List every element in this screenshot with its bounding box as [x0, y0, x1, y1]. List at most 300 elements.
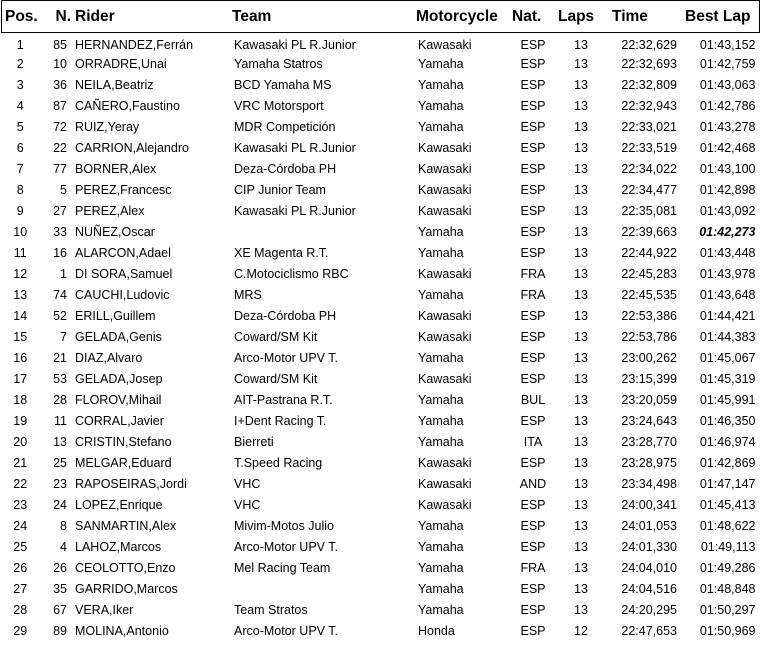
cell-pos: 17	[13, 372, 28, 386]
cell-best-lap: 01:42,898	[699, 183, 756, 197]
table-row	[2, 558, 760, 579]
cell-time: 22:32,809	[621, 78, 677, 92]
cell-team: Arco-Motor UPV T.	[234, 540, 338, 554]
cell-team: VRC Motorsport	[234, 99, 324, 113]
cell-number: 87	[53, 99, 67, 113]
cell-rider: RAPOSEIRAS,Jordi	[75, 477, 187, 491]
cell-motorcycle: Yamaha	[418, 246, 464, 260]
cell-best-lap: 01:42,759	[699, 57, 756, 71]
cell-nationality: ESP	[520, 38, 546, 53]
table-row	[2, 579, 760, 600]
cell-laps: 13	[574, 330, 588, 344]
table-row	[2, 96, 760, 117]
cell-laps: 13	[574, 267, 588, 281]
cell-nationality: ESP	[520, 414, 546, 428]
cell-nationality: ESP	[520, 309, 546, 323]
cell-team: VHC	[234, 498, 261, 512]
cell-nationality: FRA	[520, 561, 546, 575]
cell-rider: CARRION,Alejandro	[75, 141, 189, 155]
cell-rider: CAUCHI,Ludovic	[75, 288, 170, 302]
cell-time: 22:32,943	[621, 99, 677, 113]
cell-number: 89	[53, 624, 67, 638]
cell-time: 23:24,643	[621, 414, 677, 428]
cell-laps: 13	[574, 78, 588, 92]
cell-time: 22:33,519	[621, 141, 677, 155]
cell-team: I+Dent Racing T.	[234, 414, 327, 428]
cell-motorcycle: Yamaha	[418, 582, 464, 596]
table-row	[2, 327, 760, 348]
cell-number: 25	[53, 456, 67, 470]
cell-rider: ERILL,Guillem	[75, 309, 156, 323]
cell-best-lap: 01:45,991	[699, 393, 756, 407]
cell-nationality: ESP	[520, 162, 546, 176]
cell-nationality: ESP	[520, 624, 546, 638]
cell-rider: CORRAL,Javier	[75, 414, 164, 428]
cell-team: Kawasaki PL R.Junior	[234, 141, 356, 155]
cell-number: 22	[53, 141, 67, 155]
cell-time: 24:01,053	[621, 519, 677, 533]
cell-motorcycle: Honda	[418, 624, 455, 638]
results-table-body	[2, 33, 760, 642]
header-time: Time	[610, 1, 679, 33]
cell-time: 22:53,386	[621, 309, 677, 323]
cell-rider: ALARCON,Adael	[75, 246, 171, 260]
cell-motorcycle: Kawasaki	[418, 372, 472, 386]
cell-nationality: ESP	[520, 456, 546, 470]
cell-best-lap: 01:44,383	[699, 330, 756, 344]
cell-rider: LOPEZ,Enrique	[75, 498, 163, 512]
cell-team: Coward/SM Kit	[234, 372, 318, 386]
header-rider: Rider	[75, 1, 232, 33]
header-number: N.	[43, 1, 75, 33]
cell-team: VHC	[234, 477, 261, 491]
table-row	[2, 285, 760, 306]
cell-nationality: ESP	[520, 351, 546, 365]
cell-laps: 13	[574, 561, 588, 575]
table-row	[2, 75, 760, 96]
cell-motorcycle: Yamaha	[418, 57, 464, 71]
cell-number: 74	[53, 288, 67, 302]
table-row	[2, 222, 760, 243]
cell-rider: NEILA,Beatriz	[75, 78, 154, 92]
cell-rider: PEREZ,Alex	[75, 204, 145, 218]
cell-pos: 1	[16, 38, 24, 53]
cell-motorcycle: Kawasaki	[418, 141, 472, 155]
table-row	[2, 138, 760, 159]
table-row	[2, 348, 760, 369]
cell-rider: DI SORA,Samuel	[75, 267, 173, 281]
cell-best-lap: 01:45,413	[699, 498, 756, 512]
cell-motorcycle: Kawasaki	[418, 498, 472, 512]
cell-number: 52	[53, 309, 67, 323]
cell-motorcycle: Yamaha	[418, 603, 464, 617]
cell-time: 23:34,498	[621, 477, 677, 491]
header-best-lap: Best Lap	[679, 1, 760, 33]
cell-number: 85	[53, 38, 67, 53]
cell-best-lap: 01:43,100	[699, 162, 756, 176]
cell-rider: FLOROV,Mihail	[75, 393, 162, 407]
cell-best-lap: 01:44,421	[699, 309, 756, 323]
cell-pos: 4	[16, 99, 24, 113]
cell-pos: 26	[13, 561, 28, 575]
cell-laps: 13	[574, 456, 588, 470]
cell-laps: 13	[574, 477, 588, 491]
cell-number: 72	[53, 120, 67, 134]
cell-number: 1	[60, 267, 67, 281]
cell-pos: 15	[13, 330, 28, 344]
table-row	[2, 621, 760, 642]
cell-time: 22:39,663	[621, 225, 677, 239]
header-motorcycle: Motorcycle	[416, 1, 512, 33]
cell-best-lap: 01:45,319	[699, 372, 756, 386]
cell-team	[232, 579, 416, 600]
cell-best-lap: 01:42,468	[699, 141, 756, 155]
table-row	[2, 306, 760, 327]
cell-number: 33	[53, 225, 67, 239]
cell-pos: 25	[13, 540, 28, 554]
cell-pos: 18	[13, 393, 28, 407]
cell-laps: 13	[574, 183, 588, 197]
cell-motorcycle: Yamaha	[418, 414, 464, 428]
cell-rider: PEREZ,Francesc	[75, 183, 172, 197]
table-row	[2, 33, 760, 54]
cell-best-lap: 01:48,622	[699, 519, 756, 533]
table-row	[2, 474, 760, 495]
cell-laps: 13	[574, 162, 588, 176]
header-row	[2, 1, 760, 33]
table-row	[2, 264, 760, 285]
cell-rider: NUÑEZ,Oscar	[75, 225, 155, 239]
cell-nationality: ESP	[520, 519, 546, 533]
cell-laps: 13	[574, 414, 588, 428]
cell-pos: 20	[13, 435, 28, 449]
cell-motorcycle: Kawasaki	[418, 456, 472, 470]
cell-time: 24:04,010	[621, 561, 677, 575]
header-team: Team	[232, 1, 416, 33]
table-row	[2, 432, 760, 453]
cell-number: 4	[60, 540, 67, 554]
cell-pos: 12	[13, 267, 28, 281]
cell-time: 22:33,021	[621, 120, 677, 134]
cell-best-lap: 01:46,974	[699, 435, 756, 449]
cell-rider: GELADA,Josep	[75, 372, 163, 386]
cell-time: 22:53,786	[621, 330, 677, 344]
cell-best-lap: 01:43,063	[699, 78, 756, 92]
cell-nationality: BUL	[520, 393, 546, 407]
cell-pos: 28	[13, 603, 28, 617]
cell-number: 5	[60, 183, 67, 197]
cell-number: 21	[53, 351, 67, 365]
cell-time: 23:15,399	[621, 372, 677, 386]
cell-rider: ORRADRE,Unai	[75, 57, 167, 71]
cell-team: Kawasaki PL R.Junior	[234, 38, 356, 53]
cell-time: 24:01,330	[621, 540, 677, 554]
cell-pos: 3	[16, 78, 24, 92]
table-row	[2, 390, 760, 411]
cell-team: Team Stratos	[234, 603, 308, 617]
header-nationality: Nat.	[512, 1, 558, 33]
cell-laps: 13	[574, 393, 588, 407]
cell-best-lap: 01:43,092	[699, 204, 756, 218]
cell-motorcycle: Yamaha	[418, 351, 464, 365]
cell-number: 16	[53, 246, 67, 260]
cell-number: 27	[53, 204, 67, 218]
cell-team: AIT-Pastrana R.T.	[234, 393, 333, 407]
cell-laps: 13	[574, 498, 588, 512]
cell-number: 24	[53, 498, 67, 512]
table-row	[2, 159, 760, 180]
cell-time: 23:28,975	[621, 456, 677, 470]
cell-nationality: ESP	[520, 225, 546, 239]
cell-motorcycle: Yamaha	[418, 120, 464, 134]
cell-team: T.Speed Racing	[234, 456, 323, 470]
cell-time: 22:45,535	[621, 288, 677, 302]
cell-motorcycle: Kawasaki	[418, 309, 472, 323]
cell-nationality: ESP	[520, 603, 546, 617]
cell-pos: 16	[13, 351, 28, 365]
cell-nationality: ESP	[520, 120, 546, 134]
cell-team: Arco-Motor UPV T.	[234, 624, 338, 638]
cell-best-lap: 01:48,848	[699, 582, 756, 596]
cell-pos: 5	[16, 120, 24, 134]
cell-nationality: ITA	[523, 435, 543, 449]
table-row	[2, 201, 760, 222]
table-row	[2, 411, 760, 432]
cell-laps: 13	[574, 309, 588, 323]
cell-pos: 19	[13, 414, 28, 428]
cell-laps: 13	[574, 603, 588, 617]
cell-team: Arco-Motor UPV T.	[234, 351, 338, 365]
cell-laps: 13	[574, 372, 588, 386]
cell-laps: 13	[574, 519, 588, 533]
cell-rider: BORNER,Alex	[75, 162, 157, 176]
cell-motorcycle: Yamaha	[418, 435, 464, 449]
cell-nationality: ESP	[520, 582, 546, 596]
cell-laps: 13	[574, 204, 588, 218]
cell-pos: 13	[13, 288, 28, 302]
table-row	[2, 54, 760, 75]
cell-number: 36	[53, 78, 67, 92]
cell-nationality: ESP	[520, 498, 546, 512]
results-table-header	[2, 1, 760, 33]
cell-rider: CEOLOTTO,Enzo	[75, 561, 176, 575]
cell-pos: 7	[16, 162, 24, 176]
cell-best-lap: 01:45,067	[699, 351, 756, 365]
cell-time: 22:32,693	[621, 57, 677, 71]
cell-motorcycle: Yamaha	[418, 561, 464, 575]
cell-pos: 24	[13, 519, 28, 533]
cell-best-lap: 01:46,350	[699, 414, 756, 428]
cell-time: 24:20,295	[621, 603, 677, 617]
cell-team: Deza-Córdoba PH	[234, 162, 337, 176]
cell-team: CIP Junior Team	[234, 183, 326, 197]
cell-nationality: ESP	[520, 372, 546, 386]
cell-pos: 27	[13, 582, 28, 596]
cell-laps: 13	[574, 141, 588, 155]
cell-rider: MOLINA,Antonio	[75, 624, 169, 638]
cell-rider: GELADA,Genis	[75, 330, 162, 344]
cell-best-lap: 01:42,869	[699, 456, 756, 470]
cell-laps: 13	[574, 540, 588, 554]
cell-motorcycle: Kawasaki	[418, 204, 472, 218]
cell-time: 23:20,059	[621, 393, 677, 407]
cell-nationality: FRA	[520, 288, 546, 302]
cell-motorcycle: Kawasaki	[418, 267, 472, 281]
cell-time: 22:47,653	[621, 624, 677, 638]
cell-motorcycle: Kawasaki	[418, 477, 472, 491]
cell-team: XE Magenta R.T.	[234, 246, 329, 260]
table-row	[2, 453, 760, 474]
cell-motorcycle: Yamaha	[418, 78, 464, 92]
cell-pos: 23	[13, 498, 28, 512]
cell-pos: 10	[13, 225, 28, 239]
table-row	[2, 243, 760, 264]
cell-nationality: ESP	[520, 540, 546, 554]
cell-laps: 13	[574, 435, 588, 449]
cell-team	[232, 222, 416, 243]
cell-time: 22:34,022	[621, 162, 677, 176]
cell-team: Yamaha Statros	[234, 57, 323, 71]
cell-best-lap: 01:43,152	[699, 38, 756, 53]
cell-laps: 13	[574, 38, 588, 53]
cell-nationality: ESP	[520, 330, 546, 344]
header-pos: Pos.	[2, 1, 44, 33]
cell-time: 22:32,629	[621, 38, 677, 53]
cell-laps: 13	[574, 57, 588, 71]
cell-number: 77	[53, 162, 67, 176]
cell-team: Deza-Córdoba PH	[234, 309, 337, 323]
cell-motorcycle: Yamaha	[418, 288, 464, 302]
table-row	[2, 369, 760, 390]
cell-motorcycle: Kawasaki	[418, 183, 472, 197]
cell-time: 23:00,262	[621, 351, 677, 365]
cell-best-lap: 01:43,978	[699, 267, 756, 281]
cell-pos: 14	[13, 309, 28, 323]
cell-rider: HERNANDEZ,Ferrán	[75, 38, 194, 53]
cell-time: 22:45,283	[621, 267, 677, 281]
table-row	[2, 516, 760, 537]
cell-motorcycle: Yamaha	[418, 393, 464, 407]
cell-number: 11	[54, 414, 67, 428]
cell-rider: SANMARTIN,Alex	[75, 519, 177, 533]
cell-team: Bierreti	[234, 435, 274, 449]
table-row	[2, 600, 760, 621]
cell-laps: 13	[574, 246, 588, 260]
cell-best-lap: 01:50,969	[699, 624, 756, 638]
cell-number: 7	[60, 330, 67, 344]
cell-number: 35	[53, 582, 67, 596]
cell-nationality: ESP	[520, 78, 546, 92]
cell-time: 24:00,341	[621, 498, 677, 512]
cell-best-lap: 01:43,448	[699, 246, 756, 260]
cell-best-lap: 01:43,278	[699, 120, 756, 134]
cell-best-lap: 01:49,113	[700, 540, 756, 554]
cell-pos: 11	[13, 246, 27, 260]
cell-best-lap: 01:42,273	[699, 225, 756, 239]
cell-rider: CRISTIN,Stefano	[75, 435, 172, 449]
cell-team: Mivim-Motos Julio	[234, 519, 335, 533]
cell-nationality: ESP	[520, 99, 546, 113]
cell-number: 28	[53, 393, 67, 407]
cell-nationality: ESP	[520, 183, 546, 197]
cell-best-lap: 01:47,147	[699, 477, 756, 491]
cell-nationality: AND	[519, 477, 547, 491]
cell-rider: RUIZ,Yeray	[75, 120, 140, 134]
cell-motorcycle: Kawasaki	[418, 162, 472, 176]
cell-laps: 13	[574, 120, 588, 134]
cell-best-lap: 01:42,786	[699, 99, 756, 113]
cell-number: 8	[60, 519, 67, 533]
cell-pos: 9	[16, 204, 24, 218]
cell-team: Kawasaki PL R.Junior	[234, 204, 356, 218]
cell-team: MDR Competición	[234, 120, 336, 134]
cell-motorcycle: Kawasaki	[418, 38, 472, 53]
cell-number: 23	[53, 477, 67, 491]
cell-number: 53	[53, 372, 67, 386]
cell-pos: 6	[16, 141, 24, 155]
cell-rider: CAÑERO,Faustino	[75, 99, 180, 113]
cell-laps: 13	[574, 351, 588, 365]
cell-laps: 12	[574, 624, 588, 638]
cell-pos: 21	[13, 456, 28, 470]
cell-laps: 13	[574, 225, 588, 239]
table-row	[2, 495, 760, 516]
cell-rider: VERA,Iker	[75, 603, 134, 617]
cell-team: MRS	[234, 288, 262, 302]
cell-best-lap: 01:43,648	[699, 288, 756, 302]
cell-number: 67	[53, 603, 67, 617]
cell-time: 22:44,922	[621, 246, 677, 260]
cell-laps: 13	[574, 582, 588, 596]
cell-nationality: ESP	[520, 246, 546, 260]
cell-pos: 8	[16, 183, 24, 197]
cell-time: 23:28,770	[621, 435, 677, 449]
cell-team: C.Motociclismo RBC	[234, 267, 349, 281]
cell-best-lap: 01:49,286	[699, 561, 756, 575]
cell-team: Coward/SM Kit	[234, 330, 318, 344]
cell-motorcycle: Yamaha	[418, 225, 464, 239]
cell-team: Mel Racing Team	[234, 561, 331, 575]
table-row	[2, 537, 760, 558]
cell-rider: MELGAR,Eduard	[75, 456, 172, 470]
cell-pos: 29	[13, 624, 28, 638]
cell-pos: 22	[13, 477, 28, 491]
header-laps: Laps	[558, 1, 610, 33]
cell-rider: GARRIDO,Marcos	[75, 582, 178, 596]
cell-number: 10	[53, 57, 67, 71]
cell-number: 13	[53, 435, 67, 449]
cell-time: 22:34,477	[621, 183, 677, 197]
cell-time: 22:35,081	[621, 204, 677, 218]
cell-number: 26	[53, 561, 67, 575]
cell-rider: DIAZ,Alvaro	[75, 351, 143, 365]
cell-motorcycle: Kawasaki	[418, 330, 472, 344]
cell-best-lap: 01:50,297	[699, 603, 756, 617]
cell-laps: 13	[574, 99, 588, 113]
table-row	[2, 117, 760, 138]
cell-motorcycle: Yamaha	[418, 519, 464, 533]
cell-motorcycle: Yamaha	[418, 540, 464, 554]
cell-nationality: ESP	[520, 141, 546, 155]
cell-nationality: ESP	[520, 204, 546, 218]
cell-nationality: FRA	[520, 267, 546, 281]
results-table	[1, 0, 760, 642]
cell-team: BCD Yamaha MS	[234, 78, 332, 92]
cell-motorcycle: Yamaha	[418, 99, 464, 113]
cell-pos: 2	[16, 57, 24, 71]
table-row	[2, 180, 760, 201]
cell-time: 24:04,516	[621, 582, 677, 596]
